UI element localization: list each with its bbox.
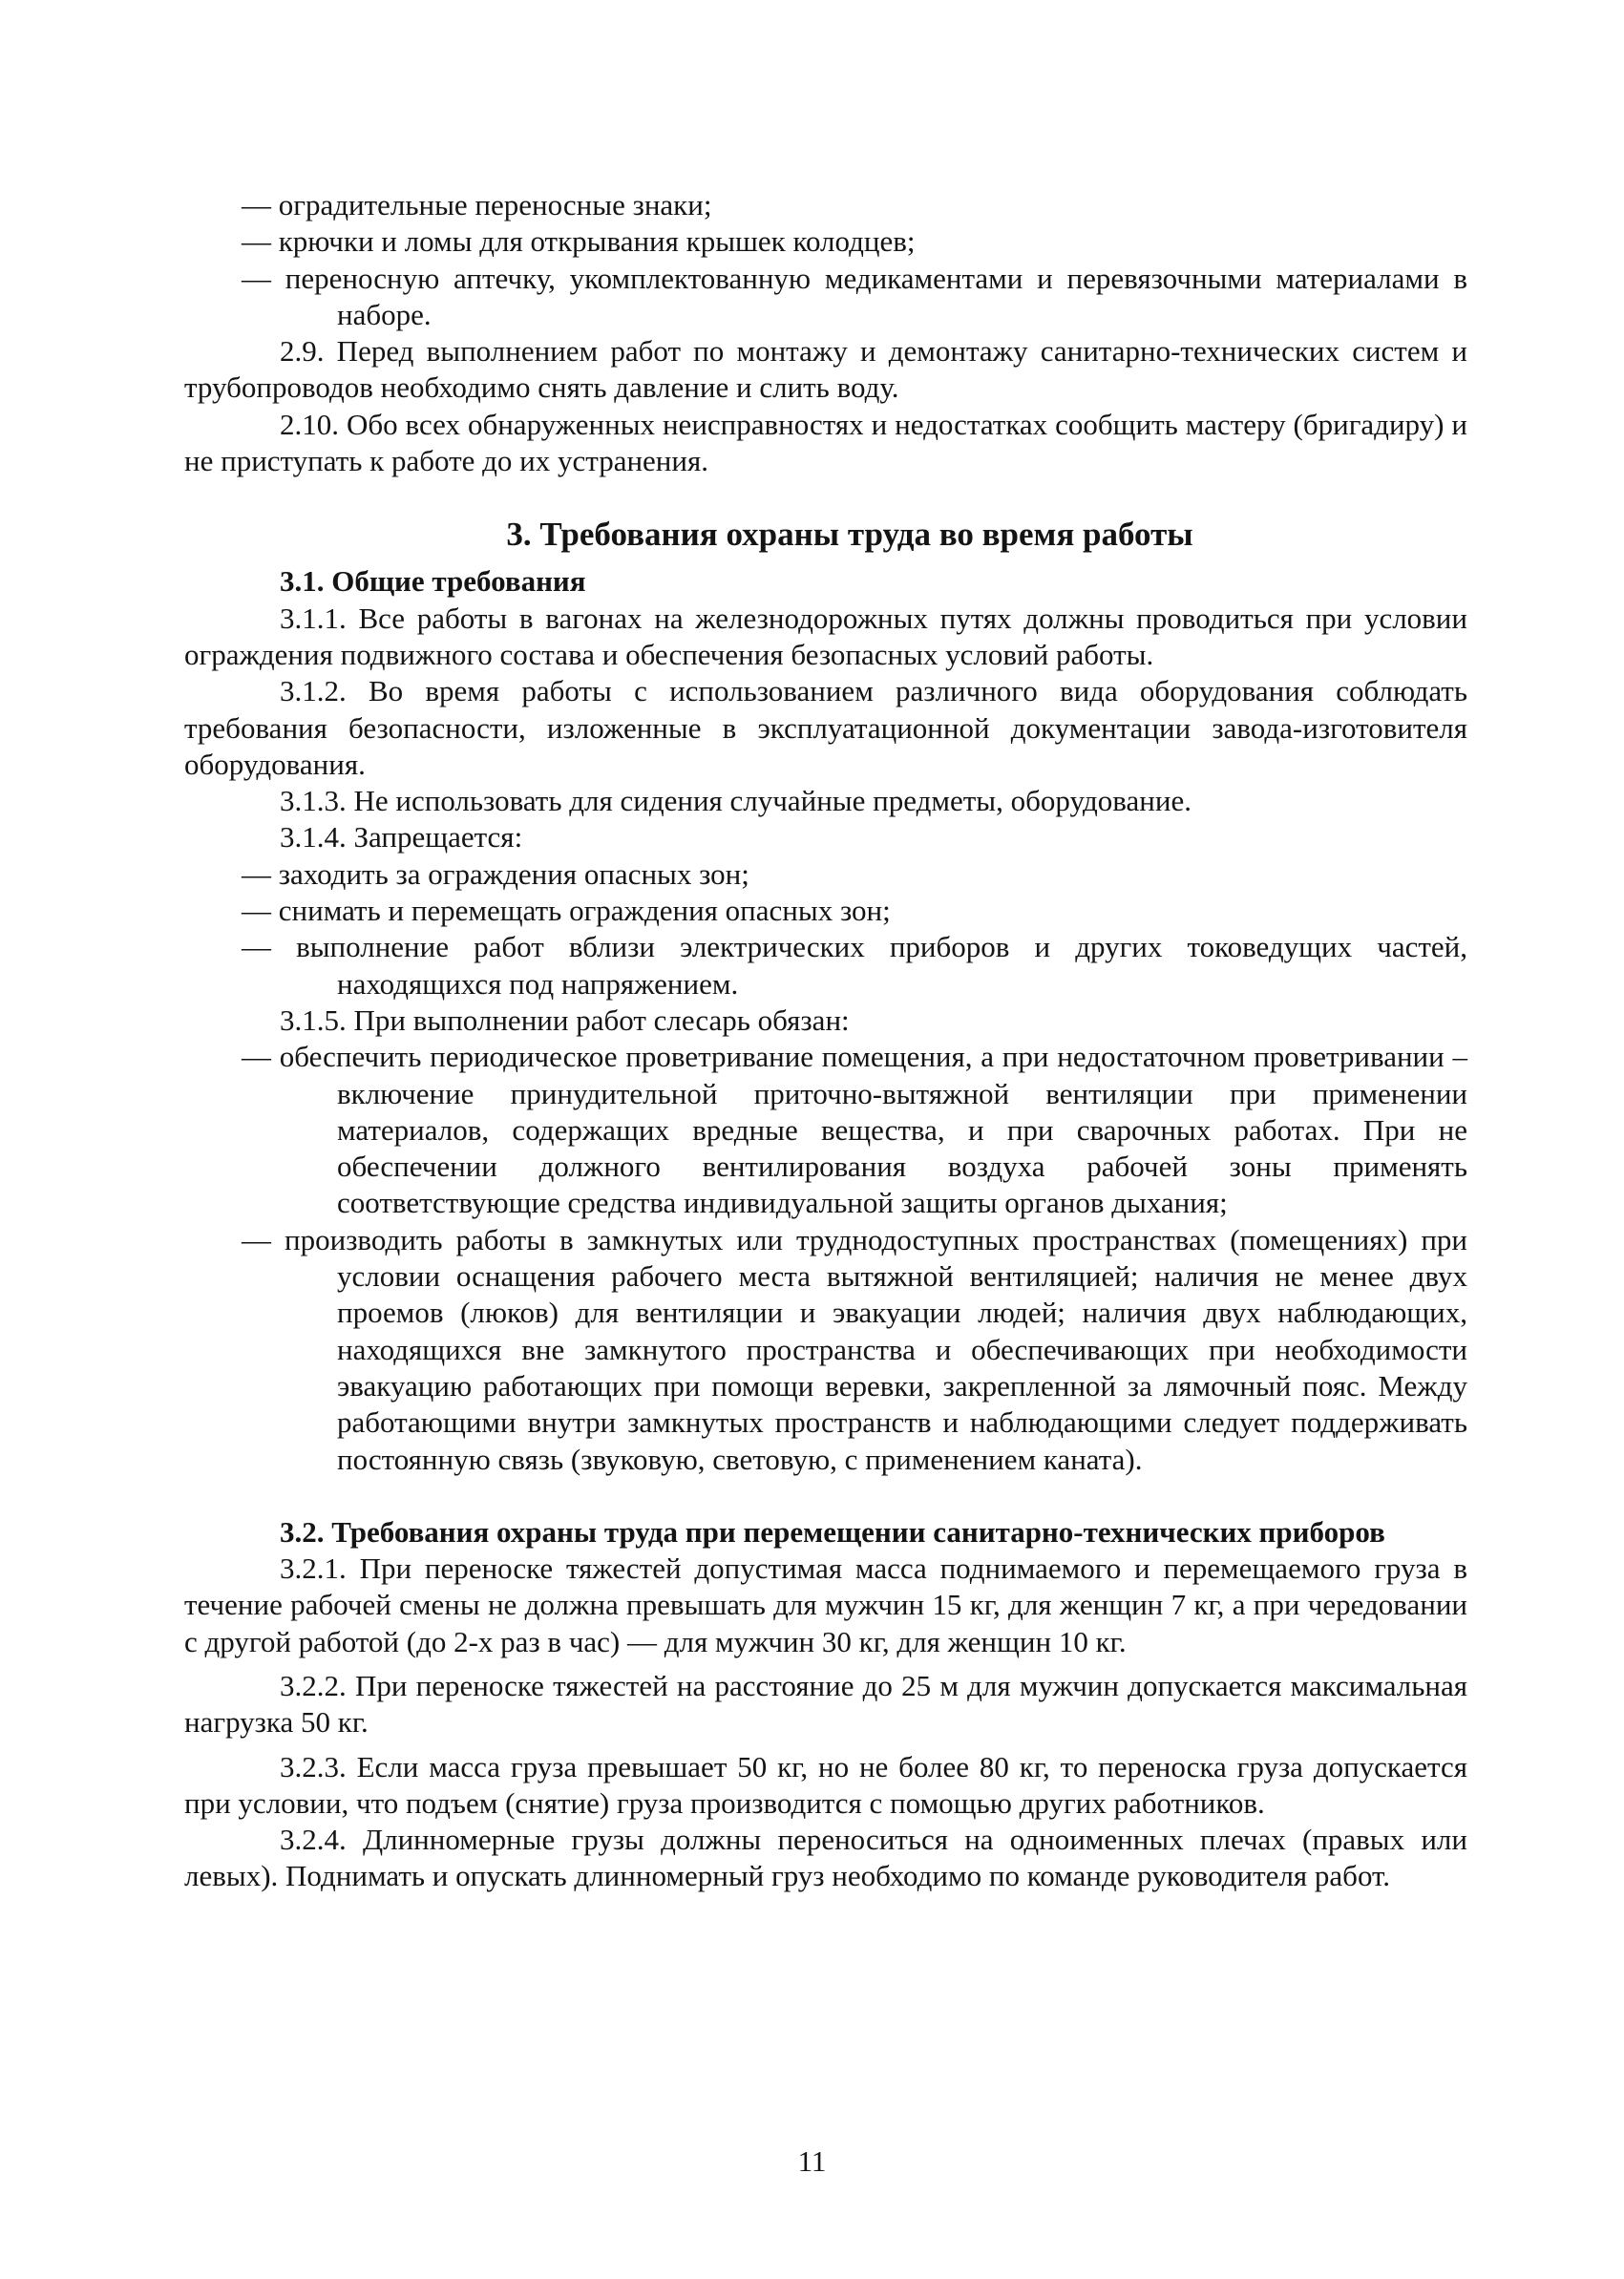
page-number: 11 (797, 2144, 827, 2178)
list-item: — заходить за ограждения опасных зон; (242, 856, 749, 891)
list-item: — выполнение работ вблизи электрических приборов и других токоведущих частей, находящихся под напряжением. (242, 930, 1467, 1001)
paragraph-3-1-5: 3.1.5. При выполнении работ слесарь обязан: (280, 1002, 850, 1037)
document-body (184, 187, 1467, 1895)
paragraph-3-2-2: 3.2.2. При переноске тяжестей на расстояние до 25 м для мужчин допускается максимальная нагрузка 50 кг. (184, 1668, 1467, 1740)
paragraph-3-1-3: 3.1.3. Не использовать для сидения случайные предметы, оборудование. (280, 784, 1192, 818)
paragraph-3-2-1: 3.2.1. При переноске тяжестей допустимая масса поднимаемого и перемещаемого груза в течение рабочей смены не должна превышать для мужчин 15 кг, для женщин 7 кг, а при чередовании с другой работой (до 2-х раз в час) — для мужчин 30 кг, для женщин 10 кг. (184, 1551, 1467, 1658)
paragraph-3-2-4: 3.2.4. Длинномерные грузы должны переноситься на одноименных плечах (правых или левых). Поднимать и опускать длинномерный груз необходимо по команде руководителя работ. (184, 1823, 1467, 1893)
subsection-3-1-title: 3.1. Общие требования (280, 564, 586, 599)
subsection-3-2-title: 3.2. Требования охраны труда при перемещении санитарно-технических приборов (280, 1514, 1385, 1549)
list-item: — переносную аптечку, укомплектованную медикаментами и перевязочными материалами в наборе. (242, 261, 1467, 331)
paragraph-3-2-3: 3.2.3. Если масса груза превышает 50 кг, но не более 80 кг, то переноска груза допускается при условии, что подъем (снятие) груза производится с помощью других работников. (184, 1749, 1467, 1820)
paragraph-3-1-1: 3.1.1. Все работы в вагонах на железнодорожных путях должны проводиться при условии ограждения подвижного состава и обеспечения безопасных условий работы. (184, 601, 1467, 671)
paragraph-3-1-2: 3.1.2. Во время работы с использованием различного вида оборудования соблюдать требования безопасности, изложенные в эксплуатационной документации завода-изготовителя оборудования. (184, 674, 1467, 781)
list-item: — производить работы в замкнутых или труднодоступных пространствах (помещениях) при условии оснащения рабочего места вытяжной вентиляцией; наличия не менее двух проемов (люков) для вентиляции и эвакуации людей; наличия двух наблюдающих, находящихся вне замкнутого пространства и обеспечивающих при необходимости эвакуацию работающих при помощи веревки, закрепленной за лямочный пояс. Между работающими внутри замкнутых пространств и наблюдающими следует поддерживать постоянную связь (звуковую, световую, с применением каната). (242, 1222, 1467, 1476)
list-item: — оградительные переносные знаки; (242, 188, 712, 222)
section-3-title: 3. Требования охраны труда во время работы (506, 516, 1193, 554)
list-item: — обеспечить периодическое проветривание помещения, а при недостаточном проветривании – включение принудительной приточно-вытяжной вентиляции при применении материалов, содержащих вредные вещества, и при сварочных работах. При не обеспечении должного вентилирования воздуха рабочей зоны применять соответствующие средства индивидуальной защиты органов дыхания; (242, 1040, 1467, 1220)
paragraph-3-1-4: 3.1.4. Запрещается: (280, 820, 523, 855)
paragraph-2-10: 2.10. Обо всех обнаруженных неисправностях и недостатках сообщить мастеру (бригадиру) и не приступать к работе до их устранения. (184, 407, 1467, 478)
list-item: — крючки и ломы для открывания крышек колодцев; (242, 224, 916, 259)
list-item: — снимать и перемещать ограждения опасных зон; (242, 894, 891, 928)
paragraph-2-9: 2.9. Перед выполнением работ по монтажу и демонтажу санитарно-технических систем и трубопроводов необходимо снять давление и слить воду. (184, 334, 1467, 405)
